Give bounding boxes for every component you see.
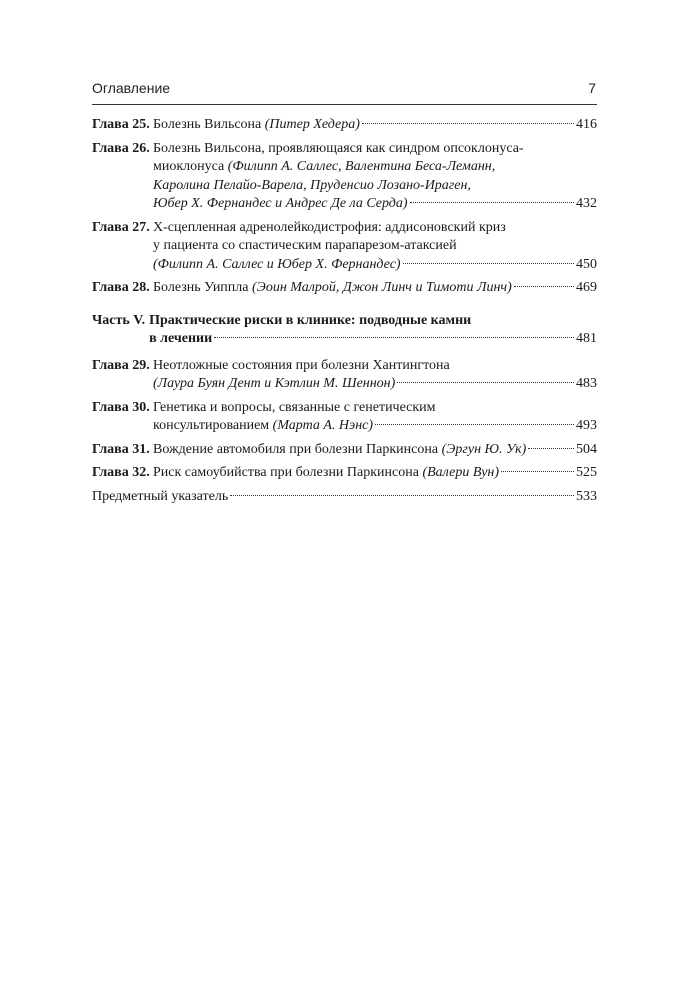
dot-leader [362, 123, 574, 124]
chapter-author: (Эоин Малрой, Джон Линч и Тимоти Линч) [252, 280, 512, 295]
chapter-label: Глава 28. [92, 280, 150, 295]
chapter-label: Глава 32. [92, 465, 150, 480]
chapter-page: 432 [576, 196, 597, 211]
toc-entry-ch31[interactable] [92, 441, 597, 460]
chapter-label: Глава 29. [92, 357, 150, 373]
chapter-title: Вождение автомобиля при болезни Паркинсона [153, 441, 439, 457]
dot-leader [514, 286, 574, 287]
toc-entry-part5[interactable] [92, 312, 597, 349]
part-title-line: Практические риски в клинике: подводные камни [149, 312, 472, 328]
chapter-author: Каролина Пелайо-Варела, Пруденсио Лозано-Ираген, [153, 177, 471, 193]
chapter-title-line: у пациента со спастическим парапарезом-атаксией [153, 238, 457, 253]
chapter-title: Болезнь Уиппла [153, 280, 249, 295]
chapter-title: Болезнь Вильсона [153, 117, 262, 132]
dot-leader [528, 448, 574, 449]
dot-leader [403, 263, 574, 264]
toc-entry-ch25[interactable] [92, 116, 597, 135]
index-title: Предметный указатель [92, 488, 229, 504]
chapter-title-line: Болезнь Вильсона, проявляющаяся как синдром опсоклонуса- [153, 140, 524, 156]
table-of-contents [92, 116, 597, 511]
chapter-author: (Марта А. Нэнс) [272, 418, 374, 433]
chapter-title-line: Неотложные состояния при болезни Хантингтона [153, 357, 450, 373]
toc-entry-ch29[interactable] [92, 357, 597, 394]
toc-entry-ch27[interactable] [92, 219, 597, 275]
chapter-title-line: консультированием [153, 418, 270, 433]
chapter-title-line: Генетика и вопросы, связанные с генетическим [153, 399, 436, 415]
chapter-author: (Филипп А. Саллес и Юбер Х. Фернандес) [153, 256, 401, 272]
chapter-label: Глава 27. [92, 219, 150, 235]
chapter-label: Глава 26. [92, 140, 150, 156]
dot-leader [230, 495, 574, 496]
chapter-author: (Эргун Ю. Ук) [441, 441, 527, 457]
page-number: 7 [588, 80, 596, 96]
toc-entry-ch30[interactable] [92, 399, 597, 436]
chapter-page: 493 [576, 418, 597, 433]
dot-leader [375, 424, 574, 425]
chapter-title-line: X-сцепленная адренолейкодистрофия: аддисоновский криз [153, 219, 506, 235]
dot-leader [214, 337, 574, 338]
header-rule [92, 104, 597, 105]
chapter-label: Глава 30. [92, 399, 150, 415]
chapter-page: 504 [576, 441, 597, 457]
chapter-page: 483 [576, 376, 597, 391]
chapter-author: (Филипп А. Саллес, Валентина Беса-Леманн, [227, 159, 496, 174]
toc-entry-ch28[interactable] [92, 279, 597, 298]
toc-entry-index[interactable] [92, 488, 597, 507]
chapter-author: (Валери Вун) [422, 465, 500, 480]
dot-leader [501, 471, 574, 472]
chapter-page: 416 [576, 117, 597, 132]
chapter-page: 469 [576, 280, 597, 295]
toc-entry-ch32[interactable] [92, 464, 597, 483]
part-title-line: в лечении [149, 331, 213, 346]
part-page: 481 [576, 331, 597, 346]
chapter-page: 525 [576, 465, 597, 480]
dot-leader [397, 382, 574, 383]
chapter-page: 450 [576, 256, 597, 272]
chapter-label: Глава 31. [92, 441, 150, 457]
section-title: Оглавление [92, 80, 171, 96]
chapter-author: Юбер Х. Фернандес и Андрес Де ла Серда) [153, 196, 408, 211]
chapter-author: (Лаура Буян Дент и Кэтлин М. Шеннон) [153, 376, 396, 391]
part-label: Часть V. [92, 312, 146, 328]
chapter-title-line: миоклонуса [153, 159, 225, 174]
dot-leader [410, 202, 574, 203]
chapter-author: (Питер Хедера) [264, 117, 360, 132]
chapter-title: Риск самоубийства при болезни Паркинсона [153, 465, 419, 480]
index-page: 533 [576, 488, 597, 504]
chapter-label: Глава 25. [92, 117, 150, 132]
running-header [92, 80, 596, 96]
toc-entry-ch26[interactable] [92, 140, 597, 214]
